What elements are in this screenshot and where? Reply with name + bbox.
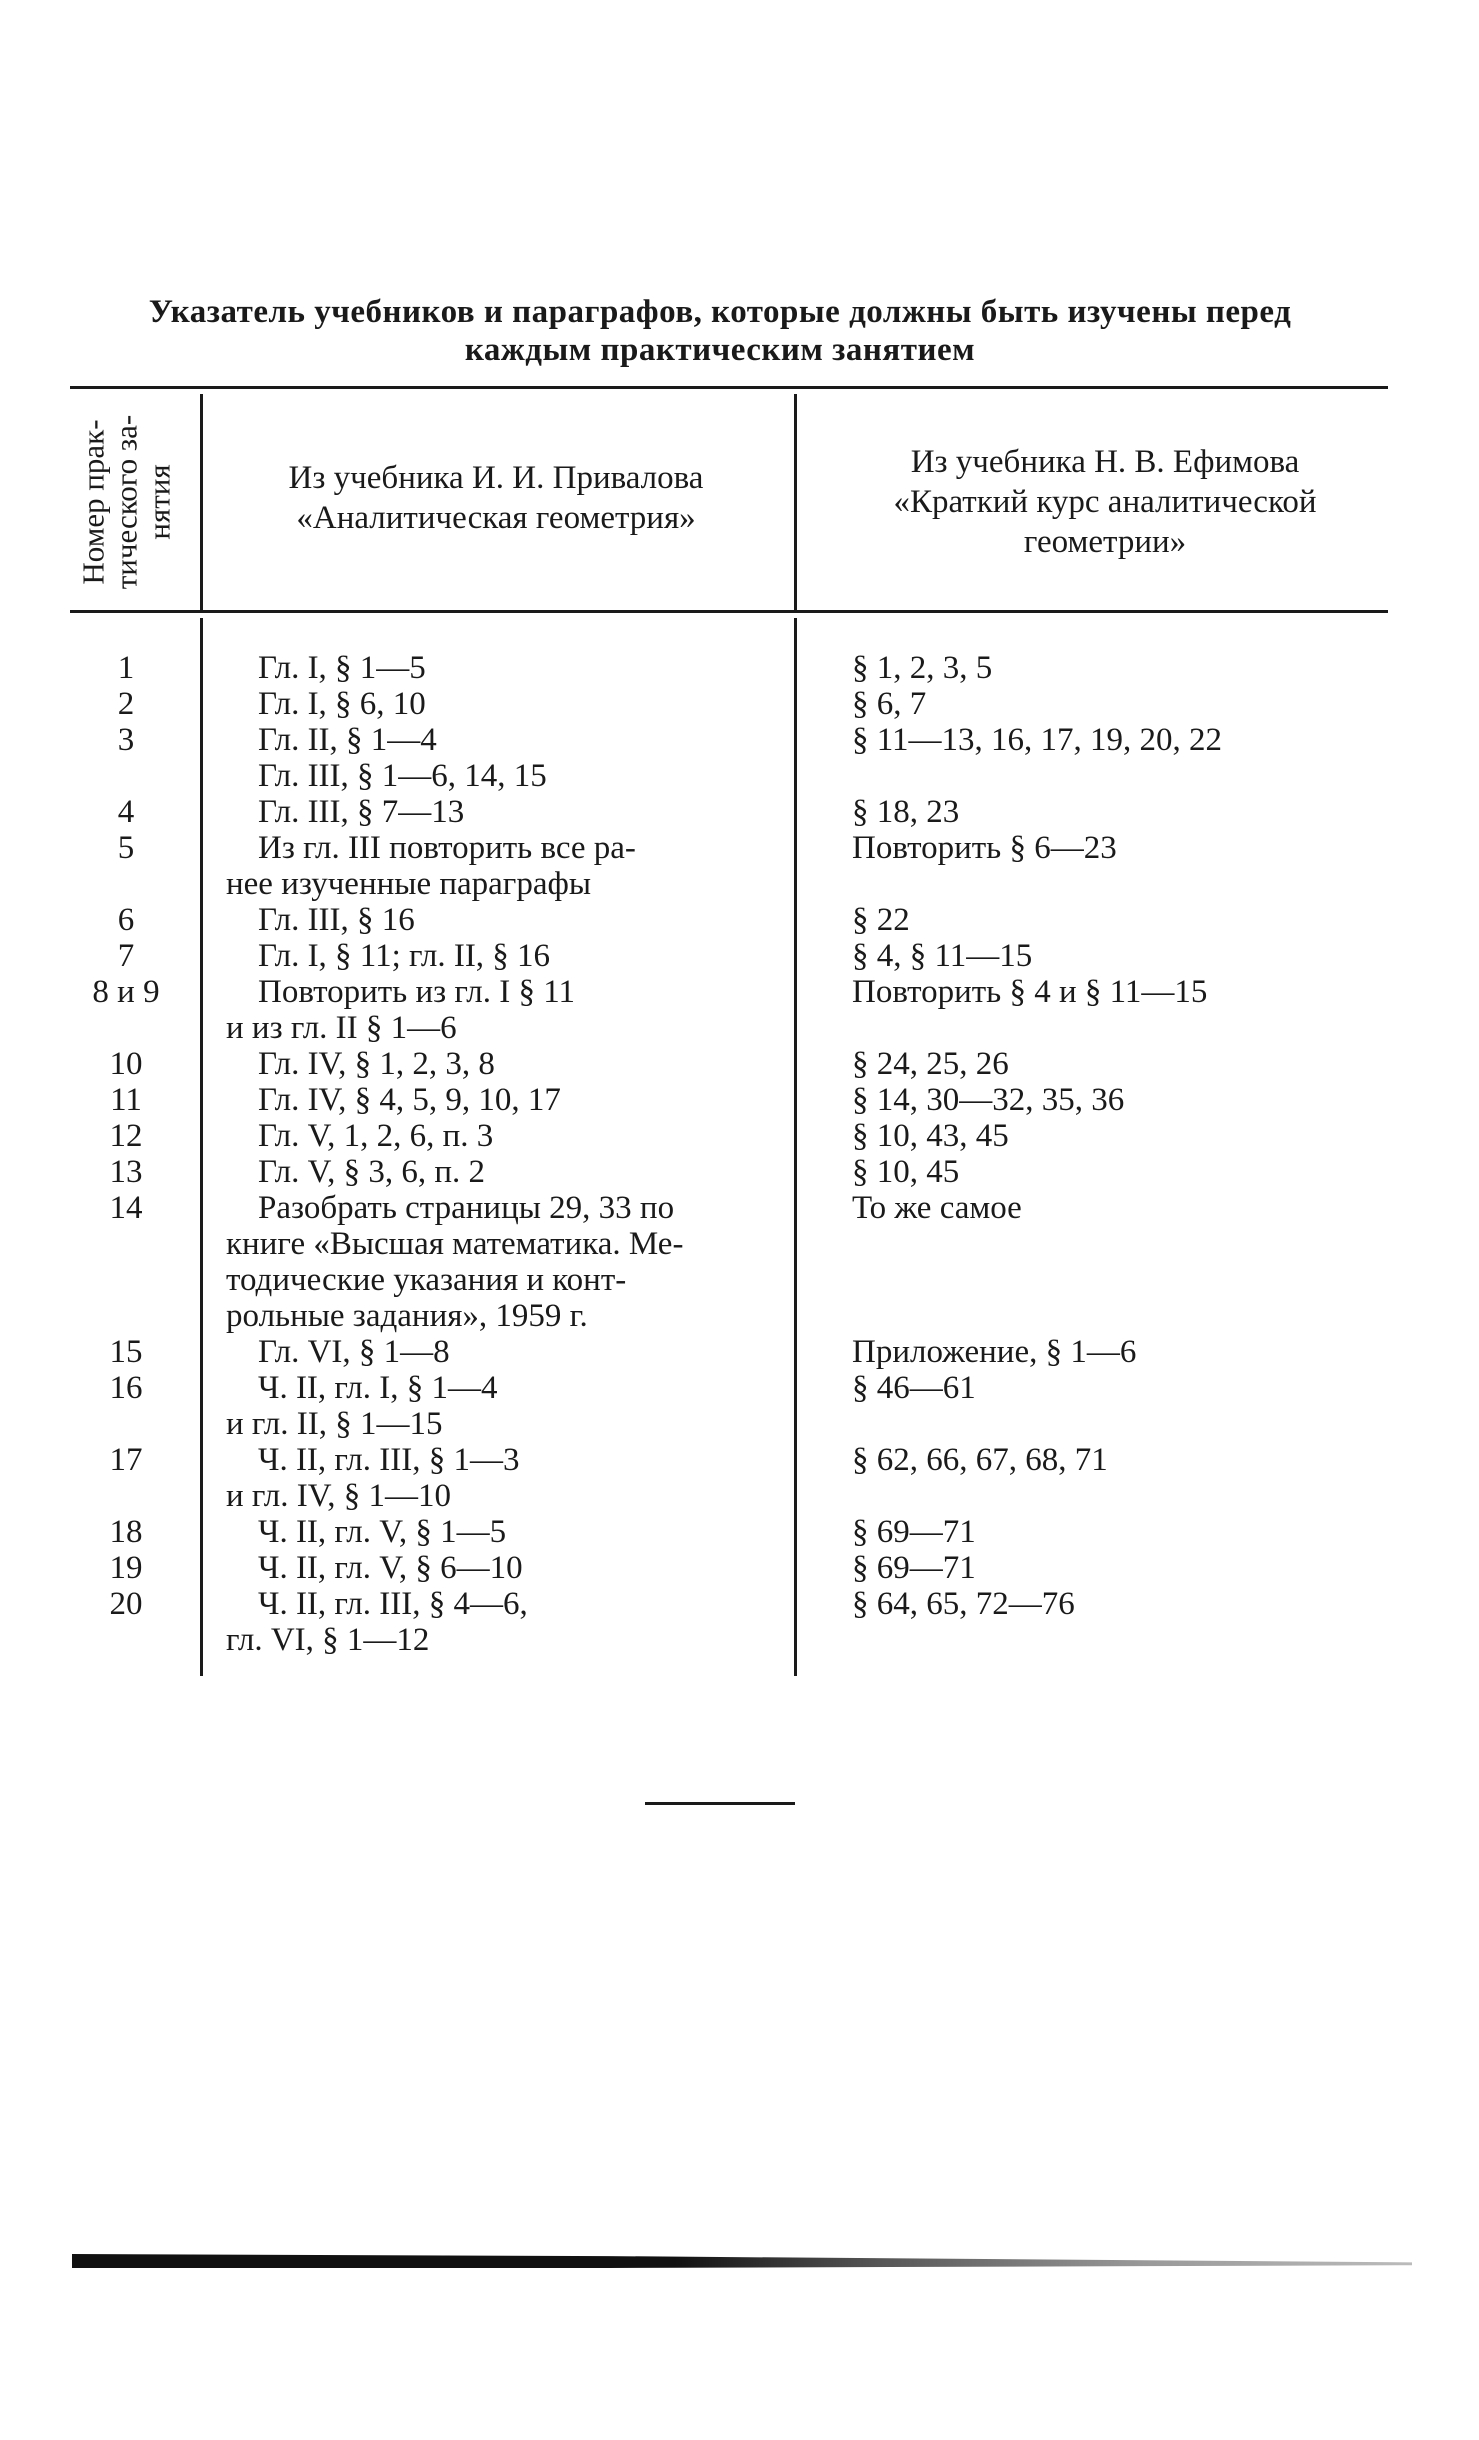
privalov-reference: Ч. II, гл. V, § 6—10 — [258, 1550, 523, 1586]
efimov-reference: § 14, 30—32, 35, 36 — [852, 1082, 1125, 1118]
privalov-reference: Повторить из гл. I § 11 — [258, 974, 575, 1010]
efimov-reference: § 1, 2, 3, 5 — [852, 650, 993, 686]
row-number: 20 — [109, 1586, 143, 1622]
privalov-reference: Гл. IV, § 4, 5, 9, 10, 17 — [258, 1082, 561, 1118]
row-number: 19 — [109, 1550, 143, 1586]
efimov-reference: § 62, 66, 67, 68, 71 — [852, 1442, 1108, 1478]
privalov-reference: Ч. II, гл. I, § 1—4 — [258, 1370, 498, 1406]
row-number: 6 — [117, 902, 135, 938]
privalov-reference: Гл. III, § 16 — [258, 902, 415, 938]
table-title-line-1: Указатель учебников и параграфов, которые должны быть изучены перед — [148, 294, 1292, 330]
row-number: 14 — [109, 1190, 143, 1226]
privalov-reference: Разобрать страницы 29, 33 по — [258, 1190, 675, 1226]
privalov-reference: Гл. IV, § 1, 2, 3, 8 — [258, 1046, 495, 1082]
efimov-reference: § 64, 65, 72—76 — [852, 1586, 1075, 1622]
header-efimov-textbook — [800, 442, 1410, 562]
privalov-reference: Из гл. III повторить все ра- — [258, 830, 636, 866]
privalov-reference: Гл. I, § 1—5 — [258, 650, 426, 686]
row-number: 8 и 9 — [92, 974, 160, 1010]
header-col1-line-3: нятия — [141, 464, 177, 540]
header-col2-line-1: Из учебника И. И. Привалова — [288, 460, 704, 496]
efimov-reference: Приложение, § 1—6 — [852, 1334, 1137, 1370]
privalov-reference: Ч. II, гл. V, § 1—5 — [258, 1514, 507, 1550]
efimov-reference: § 10, 43, 45 — [852, 1118, 1009, 1154]
header-col1-line-2: тического за- — [108, 414, 144, 590]
header-col1-line-1: Номер прак- — [75, 419, 111, 585]
privalov-reference: нее изученные параграфы — [226, 866, 592, 902]
efimov-reference: § 22 — [852, 902, 910, 938]
row-number: 18 — [109, 1514, 143, 1550]
row-number: 16 — [109, 1370, 143, 1406]
row-number: 5 — [117, 830, 135, 866]
efimov-reference: § 10, 45 — [852, 1154, 960, 1190]
header-rule — [70, 610, 1388, 613]
row-number: 17 — [109, 1442, 143, 1478]
end-of-section-rule — [645, 1802, 795, 1805]
privalov-reference: и из гл. II § 1—6 — [226, 1010, 457, 1046]
row-number: 12 — [109, 1118, 143, 1154]
privalov-reference: Гл. I, § 6, 10 — [258, 686, 426, 722]
column-divider-2-body — [794, 618, 797, 1676]
efimov-reference: § 6, 7 — [852, 686, 927, 722]
privalov-reference: Гл. VI, § 1—8 — [258, 1334, 450, 1370]
privalov-reference: и гл. IV, § 1—10 — [226, 1478, 452, 1514]
privalov-reference: тодические указания и конт- — [226, 1262, 627, 1298]
efimov-reference: То же самое — [852, 1190, 1022, 1226]
privalov-reference: Гл. I, § 11; гл. II, § 16 — [258, 938, 551, 974]
efimov-reference: § 69—71 — [852, 1514, 976, 1550]
privalov-reference: Гл. III, § 7—13 — [258, 794, 465, 830]
privalov-reference: Ч. II, гл. III, § 1—3 — [258, 1442, 520, 1478]
efimov-reference: § 24, 25, 26 — [852, 1046, 1009, 1082]
row-number: 4 — [117, 794, 135, 830]
privalov-reference: книге «Высшая математика. Ме- — [226, 1226, 684, 1262]
privalov-reference: Гл. II, § 1—4 — [258, 722, 437, 758]
header-col2-line-2: «Аналитическая геометрия» — [296, 500, 696, 536]
row-number: 13 — [109, 1154, 143, 1190]
header-privalov-textbook — [202, 458, 790, 538]
privalov-reference: Гл. V, 1, 2, 6, п. 3 — [258, 1118, 494, 1154]
privalov-reference: рольные задания», 1959 г. — [226, 1298, 588, 1334]
row-number: 1 — [117, 650, 135, 686]
efimov-reference: Повторить § 4 и § 11—15 — [852, 974, 1208, 1010]
efimov-reference: § 69—71 — [852, 1550, 976, 1586]
page-bottom-bar — [72, 2254, 1412, 2268]
column-divider-2 — [794, 394, 797, 610]
efimov-reference: § 46—61 — [852, 1370, 976, 1406]
privalov-reference: и гл. II, § 1—15 — [226, 1406, 443, 1442]
efimov-reference: § 4, § 11—15 — [852, 938, 1033, 974]
privalov-reference: Гл. V, § 3, 6, п. 2 — [258, 1154, 486, 1190]
row-number: 10 — [109, 1046, 143, 1082]
privalov-reference: Гл. III, § 1—6, 14, 15 — [258, 758, 547, 794]
efimov-reference: § 18, 23 — [852, 794, 960, 830]
row-number: 2 — [117, 686, 135, 722]
top-rule — [70, 386, 1388, 389]
row-number: 3 — [117, 722, 135, 758]
privalov-reference: Ч. II, гл. III, § 4—6, — [258, 1586, 528, 1622]
row-number: 7 — [117, 938, 135, 974]
efimov-reference: § 11—13, 16, 17, 19, 20, 22 — [852, 722, 1223, 758]
header-col3-line-2: «Краткий курс аналитической — [893, 484, 1317, 520]
row-number: 11 — [110, 1082, 142, 1118]
column-divider-1-body — [200, 618, 203, 1676]
header-col3-line-3: геометрии» — [1023, 524, 1187, 560]
row-number: 15 — [109, 1334, 143, 1370]
header-lesson-number — [62, 392, 190, 612]
efimov-reference: Повторить § 6—23 — [852, 830, 1117, 866]
table-title-line-2: каждым практическим занятием — [464, 332, 976, 368]
header-col3-line-1: Из учебника Н. В. Ефимова — [910, 444, 1300, 480]
privalov-reference: гл. VI, § 1—12 — [226, 1622, 430, 1658]
